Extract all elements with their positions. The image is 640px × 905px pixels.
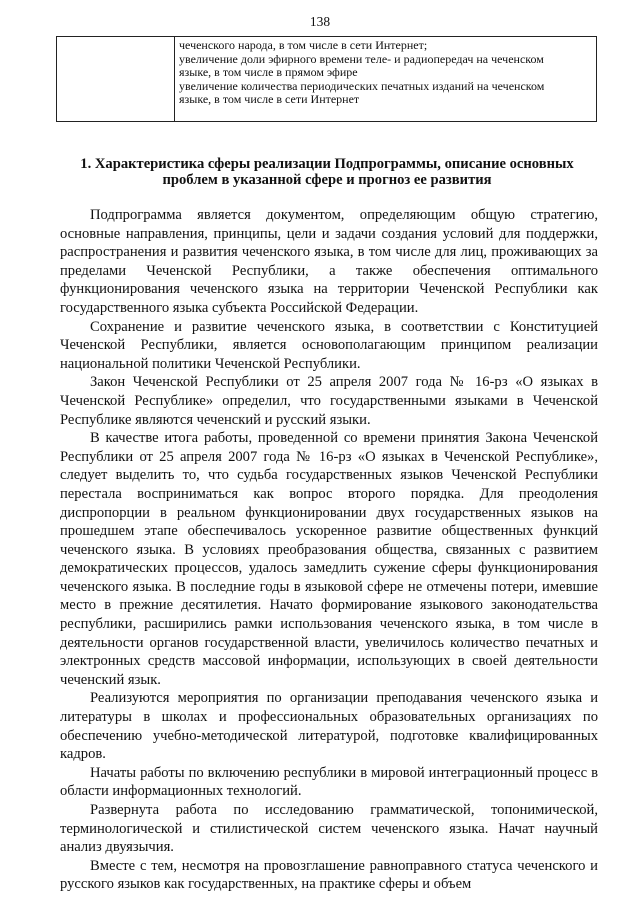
table-cell-line: увеличение количества периодических печатных изданий на чеченском (179, 78, 545, 93)
table-cell-line: чеченского народа, в том числе в сети Интернет; (179, 38, 428, 52)
body-paragraph: Развернута работа по исследованию грамматической, топонимической, терминологической и стилистической систем чеченского языка. Начат научный анализ двуязычия. (60, 802, 598, 856)
table-cell-line: языке, в том числе в прямом эфире (179, 65, 358, 80)
body-paragraph: Сохранение и развитие чеченского языка, в соответствии с Конституцией Чеченской Республики, является основополагающим принципом реализации национальной политики Чеченской Республики. (60, 318, 598, 372)
section-body (60, 206, 598, 894)
table-cell-line: языке, в том числе в сети Интернет (179, 92, 360, 107)
body-paragraph: Реализуются мероприятия по организации преподавания чеченского языка и литературы в школах и профессиональных образовательных организациях по обеспечению учебно-методической литературой, подготовке квалифицированных кадров. (60, 690, 598, 763)
body-paragraph: Закон Чеченской Республики от 25 апреля 2007 года № 16-рз «О языках в Чеченской Республике» определил, что государственными языками в Чеченской Республике являются чеченский и русский языки. (60, 374, 598, 428)
body-paragraph: Вместе с тем, несмотря на провозглашение равноправного статуса чеченского и русского языков как государственных, на практике сферы и объем (60, 857, 598, 893)
table-text-cell (175, 37, 597, 122)
page-number: 138 (309, 14, 331, 29)
table-empty-cell (57, 37, 175, 122)
body-paragraph: В качестве итога работы, проведенной со времени принятия Закона Чеченской Республики от 25 апреля 2007 года № 16-рз «О языках в Чеченской Республике», следует выделить то, что судьба государственных языков Чеченской Республики перестала восприниматься как вопрос второго порядка. Для преодоления диспропорции в реальном функционировании двух государственных языков на прошедшем этапе обеспечивалось ускоренное развитие общественных функций чеченского языка. В условиях преобразования общества, связанных с развитием демократических процессов, удалось замедлить сужение сферы функционирования чеченского языка. В последние годы в языковой сфере не отмечены потери, имевшие место в прежние десятилетия. Начато формирование языкового законодательства республики, расширились рамки использования чеченского языка, в том числе в деятельности органов государственной власти, увеличилось количество печатных и электронных средств массовой информации, использующих в своей деятельности чеченский язык. (60, 430, 598, 688)
continuation-table (56, 36, 597, 122)
section-heading-line: 1. Характеристика сферы реализации Подпрограммы, описание основных (80, 156, 574, 172)
table-row (57, 37, 597, 122)
section-heading (56, 156, 598, 188)
body-paragraph: Подпрограмма является документом, определяющим общую стратегию, основные направления, принципы, цели и задачи создания условий для поддержки, распространения и развития чеченского языка, в том числе для лиц, проживающих за пределами Чеченской Республики, а также обеспечения оптимального функционирования чеченского языка на территории Чеченской Республики как государственного языка субъекта Российской Федерации. (60, 207, 598, 316)
section-heading-line: проблем в указанной сфере и прогноз ее развития (162, 172, 492, 188)
body-paragraph: Начаты работы по включению республики в мировой интеграционный процесс в области информационных технологий. (60, 764, 598, 800)
table-cell-line: увеличение доли эфирного времени теле- и радиопередач на чеченском (179, 51, 544, 66)
